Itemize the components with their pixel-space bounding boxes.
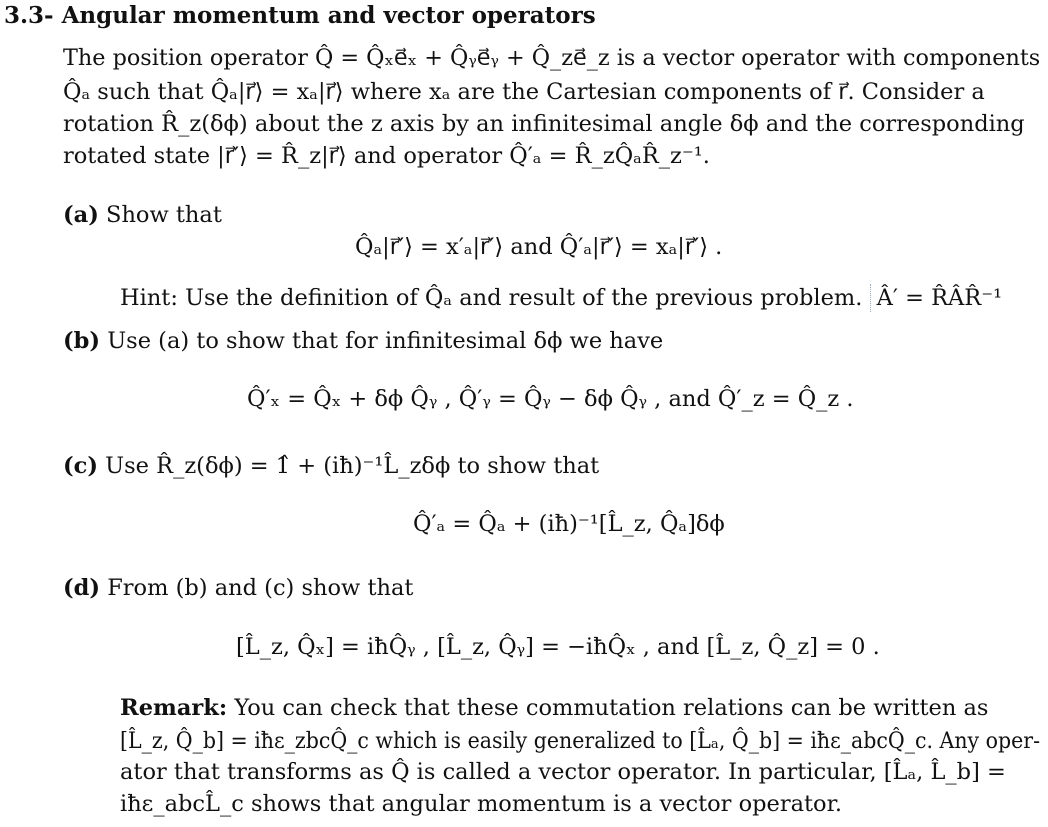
section-title: Angular momentum and vector operators [61, 2, 596, 29]
remark-line-2: [L̂_z, Q̂_b] = iħε_zbcQ̂_c which is easily generalized to [L̂ₐ, Q̂_b] = iħε_abcQ̂_c. Any oper- [120, 728, 1041, 754]
part-a-label: (a) [63, 202, 99, 228]
part-d-label: (d) [63, 575, 101, 601]
intro-line-4: rotated state |r⃗′⟩ = R̂_z|r⃗⟩ and operator Q̂′ₐ = R̂_zQ̂ₐR̂_z⁻¹. [63, 143, 710, 169]
part-d-text: From (b) and (c) show that [107, 575, 414, 601]
part-b-label: (b) [63, 328, 101, 354]
part-a-text: Show that [106, 202, 222, 228]
remark-line-3: ator that transforms as Q̂ is called a vector operator. In particular, [L̂ₐ, L̂_b] = [120, 759, 1006, 785]
part-a-prompt [63, 201, 222, 229]
hint-text: Hint: Use the definition of Q̂ₐ and result of the previous problem. [120, 285, 863, 311]
part-c-prompt [63, 452, 599, 480]
remark-text-1: You can check that these commutation relations can be written as [234, 695, 989, 721]
part-d-prompt [63, 574, 413, 602]
part-a-equation: Q̂ₐ|r⃗′⟩ = x′ₐ|r⃗′⟩ and Q̂′ₐ|r⃗′⟩ = xₐ|r⃗′⟩ . [355, 234, 723, 260]
part-b-text: Use (a) to show that for infinitesimal δϕ we have [107, 328, 664, 354]
part-d-equation: [L̂_z, Q̂ₓ] = iħQ̂ᵧ , [L̂_z, Q̂ᵧ] = −iħQ̂ₓ , and [L̂_z, Q̂_z] = 0 . [236, 634, 880, 660]
section-number: 3.3- [4, 2, 54, 29]
intro-line-3: rotation R̂_z(δϕ) about the z axis by an infinitesimal angle δϕ and the corresponding [63, 111, 1025, 137]
part-c-equation: Q̂′ₐ = Q̂ₐ + (iħ)⁻¹[L̂_z, Q̂ₐ]δϕ [413, 511, 725, 537]
section-heading [4, 2, 596, 30]
hint-formula: Â′ = R̂ÂR̂⁻¹ [870, 284, 1003, 312]
remark-line-1 [120, 694, 988, 722]
intro-line-2: Q̂ₐ such that Q̂ₐ|r⃗⟩ = xₐ|r⃗⟩ where xₐ are the Cartesian components of r⃗. Consider a [63, 79, 985, 105]
part-b-equation: Q̂′ₓ = Q̂ₓ + δϕ Q̂ᵧ , Q̂′ᵧ = Q̂ᵧ − δϕ Q̂ᵧ , and Q̂′_z = Q̂_z . [247, 386, 854, 412]
part-b-prompt [63, 327, 663, 355]
intro-line-1: The position operator Q̂ = Q̂ₓe⃗ₓ + Q̂ᵧe⃗ᵧ + Q̂_ze⃗_z is a vector operator with components [63, 45, 1041, 71]
part-c-label: (c) [63, 453, 98, 479]
part-a-hint [120, 284, 1002, 312]
remark-line-4: iħε_abcL̂_c shows that angular momentum is a vector operator. [120, 791, 843, 817]
part-c-text: Use R̂_z(δϕ) = 1̂ + (iħ)⁻¹L̂_zδϕ to show that [105, 453, 600, 479]
remark-label: Remark: [120, 695, 228, 721]
